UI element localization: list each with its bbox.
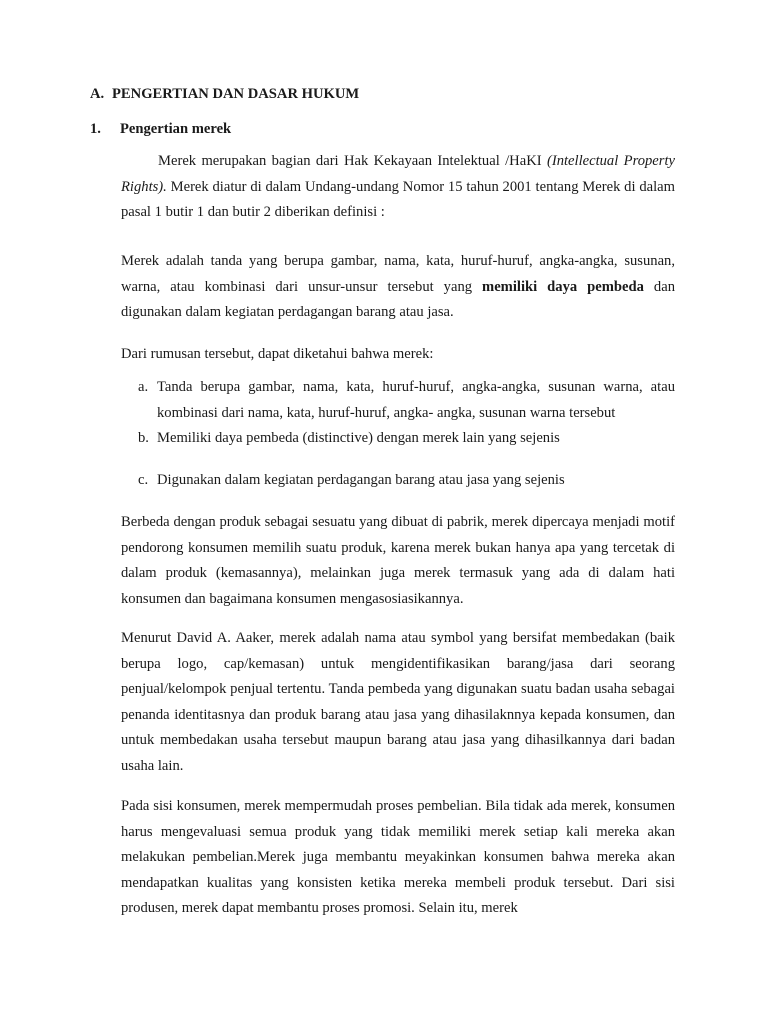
- paragraph-product-vs-brand: Berbeda dengan produk sebagai sesuatu yang dibuat di pabrik, merek dipercaya menjadi motif pendorong konsumen memilih suatu produk, karena merek bukan hanya apa yang tercetak di dalam produk (kemasannya), melainkan juga merek termasuk yang ada di dalam hati konsumen dan bagaimana konsumen mengasosiasikannya.: [121, 514, 675, 607]
- section-title: PENGERTIAN DAN DASAR HUKUM: [112, 86, 360, 102]
- list-marker: b.: [138, 430, 149, 446]
- list-marker: c.: [138, 472, 149, 488]
- paragraph-consumer-side: Pada sisi konsumen, merek mempermudah proses pembelian. Bila tidak ada merek, konsumen harus mengevaluasi semua produk yang tidak memiliki merek setiap kali mereka akan melakukan pembelian.Merek juga membantu meyakinkan konsumen bahwa mereka akan mendapatkan kualitas yang konsisten ketika mereka membeli produk tersebut. Dari sisi produsen, merek dapat membantu proses promosi. Selain itu, merek: [121, 798, 675, 916]
- list-item-text: Memiliki daya pembeda (distinctive) dengan merek lain yang sejenis: [157, 430, 560, 446]
- subsection-number: 1.: [90, 121, 101, 137]
- list-item-text: Tanda berupa gambar, nama, kata, huruf-huruf, angka-angka, susunan warna, atau kombinasi dari nama, kata, huruf-huruf, angka- angka, susunan warna tersebut: [157, 379, 675, 421]
- list-item: [138, 375, 675, 426]
- section-heading: [90, 86, 359, 103]
- paragraph-text: dan digunakan dalam kegiatan perdagangan barang atau jasa.: [121, 278, 675, 320]
- paragraph-text: Merek adalah tanda yang berupa gambar, nama, kata, huruf-huruf, angka-angka, susunan, warna, atau kombinasi dari unsur-unsur tersebut yang: [121, 253, 675, 295]
- list-item: [138, 426, 675, 452]
- paragraph-text: Merek diatur di dalam Undang-undang Nomor 15 tahun 2001 tentang Merek di dalam pasal 1 butir 1 dan butir 2 diberikan definisi :: [121, 178, 675, 220]
- paragraph-aaker-definition: Menurut David A. Aaker, merek adalah nama atau symbol yang bersifat membedakan (baik berupa logo, cap/kemasan) untuk mengidentifikasikan barang/jasa dari seorang penjual/kelompok penjual tertentu. Tanda pembeda yang digunakan suatu badan usaha sebagai penanda identitasnya dan produk barang atau jasa yang dihasilaknnya kepada konsumen, dan untuk membedakan usaha tersebut maupun barang atau jasa yang dihasilkannya dari badan usaha lain.: [121, 630, 675, 774]
- paragraph-definition-quote: [121, 249, 675, 326]
- paragraph-bold-text: memiliki daya pembeda: [482, 278, 644, 295]
- paragraph-list-intro: Dari rumusan tersebut, dapat diketahui bahwa merek:: [121, 346, 434, 362]
- list-item-text: Digunakan dalam kegiatan perdagangan barang atau jasa yang sejenis: [157, 472, 565, 488]
- list-marker: a.: [138, 379, 149, 395]
- section-number: A.: [90, 86, 105, 102]
- list-item: [138, 468, 675, 494]
- subsection-heading: [90, 121, 231, 138]
- paragraph-definition-intro: [121, 149, 675, 226]
- paragraph-italic-text: (Intellectual Property Rights).: [121, 153, 675, 195]
- subsection-title: Pengertian merek: [120, 121, 232, 137]
- paragraph-text: Merek merupakan bagian dari Hak Kekayaan Intelektual /HaKI: [158, 153, 547, 169]
